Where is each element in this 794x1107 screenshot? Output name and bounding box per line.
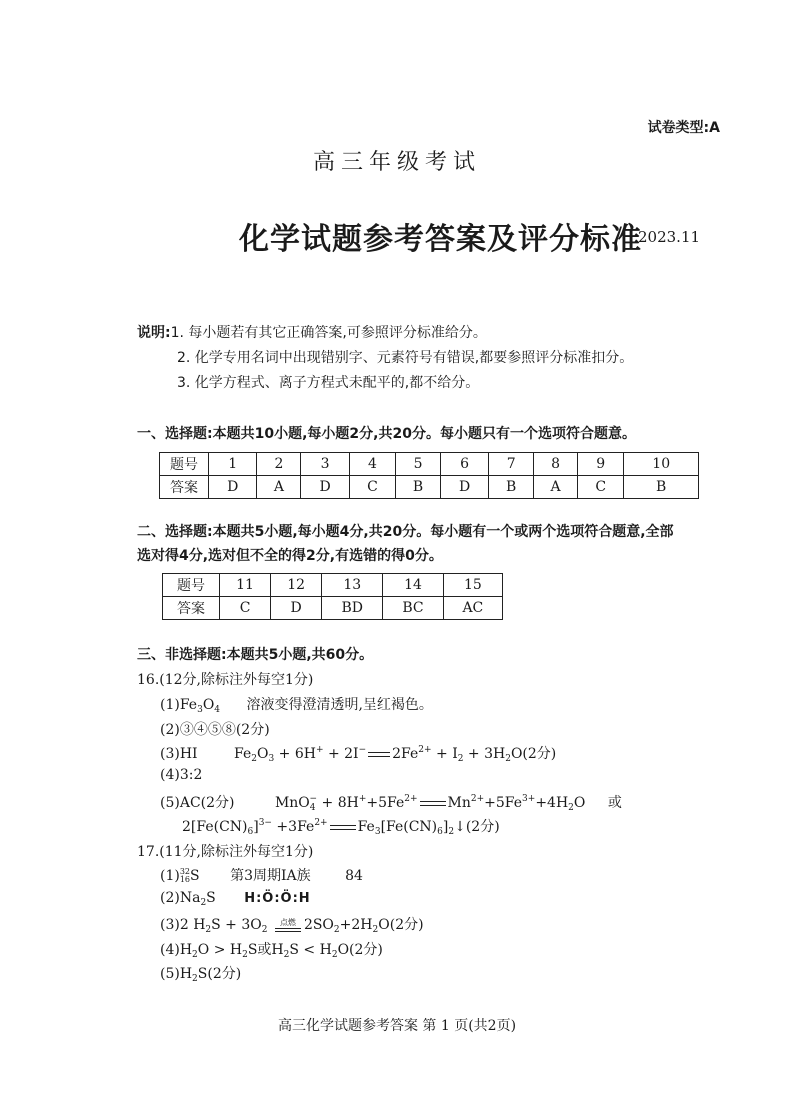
table-cell: 14 xyxy=(383,574,443,597)
table-cell: D xyxy=(440,476,488,499)
notes-item-1 xyxy=(137,322,487,342)
q17-p3-reaction-condition: 点燃 xyxy=(275,918,301,932)
notes-item-2: 2. 化学专用名词中出现错别字、元素符号有错误,都要参照评分标准扣分。 xyxy=(177,350,634,366)
section2-heading-line2: 选对得4分,选对但不全的得2分,有选错的得0分。 xyxy=(137,548,443,564)
table-cell: 15 xyxy=(443,574,502,597)
table-cell: 8 xyxy=(534,453,578,476)
table-cell: D xyxy=(301,476,349,499)
grade-exam-heading: 高三年级考试 xyxy=(312,150,481,175)
q16-part1 xyxy=(160,694,433,715)
table-cell: C xyxy=(220,597,271,620)
table-cell: 4 xyxy=(349,453,395,476)
paper-type: 试卷类型:A xyxy=(647,120,720,136)
table-cell: 10 xyxy=(624,453,699,476)
table-cell: 11 xyxy=(220,574,271,597)
q16-heading: 16.(12分,除标注外每空1分) xyxy=(137,672,314,688)
q16-p1-formula: $(1)Fe_3O_4$ xyxy=(160,697,221,715)
table-cell: A xyxy=(534,476,578,499)
table-cell: C xyxy=(349,476,395,499)
table-cell: 6 xyxy=(440,453,488,476)
table-cell: D xyxy=(209,476,257,499)
q17-part1: (1) 32 16 S 第3周期IA族 84 xyxy=(160,867,363,884)
q17-heading: 17.(11分,除标注外每空1分) xyxy=(137,844,314,860)
table-cell: B xyxy=(396,476,441,499)
q16-part3: (3)HI $Fe_2O_3 + 6H^+ + 2I^-$ $2Fe^{2+} + I_2 + 3H_2O(2$分) xyxy=(160,745,557,764)
table-row xyxy=(160,453,699,476)
table-cell-label: 题号 xyxy=(160,453,209,476)
section1-answer-table xyxy=(159,452,699,499)
table-cell-label: 答案 xyxy=(160,476,209,499)
section2-heading-line1: 二、选择题:本题共5小题,每小题4分,共20分。每小题有一个或两个选项符合题意,全部 xyxy=(137,524,674,540)
table-cell: 3 xyxy=(301,453,349,476)
table-cell: 1 xyxy=(209,453,257,476)
q16-p3-equation: $Fe_2O_3 + 6H^+ + 2I^-$ $2Fe^{2+} + I_2 + 3H_2O(2$分) xyxy=(234,745,557,764)
q17-part4: $(4)H_2O > H_2S$或$H_2S < H_2O(2$分) xyxy=(160,942,383,960)
table-cell-label: 题号 xyxy=(163,574,220,597)
page-title: 化学试题参考答案及评分标准 xyxy=(239,222,642,257)
table-cell: D xyxy=(271,597,322,620)
q16-p5-equation: $MnO_4^- + 8H^++5Fe^{2+}$ $Mn^{2+}+5Fe^{3+}+4H_2O$ xyxy=(274,794,586,813)
page-footer: 高三化学试题参考答案 第 1 页(共2页) xyxy=(277,1018,517,1034)
q17-part5: $(5)H_2S(2$分) xyxy=(160,966,242,984)
table-cell: 7 xyxy=(489,453,534,476)
q17-part2: $(2)Na_2S$ H:Ö:Ö:H xyxy=(160,890,311,908)
notes-text-1: 1. 每小题若有其它正确答案,可参照评分标准给分。 xyxy=(170,325,487,341)
section1-heading: 一、选择题:本题共10小题,每小题2分,共20分。每小题只有一个选项符合题意。 xyxy=(137,426,636,442)
table-cell: AC xyxy=(443,597,502,620)
q16-p1-text: 溶液变得澄清透明,呈红褐色。 xyxy=(246,697,433,713)
section2-answer-table xyxy=(162,573,503,620)
notes-item-3: 3. 化学方程式、离子方程式未配平的,都不给分。 xyxy=(177,375,480,391)
table-cell: A xyxy=(257,476,301,499)
table-cell: 13 xyxy=(322,574,383,597)
q17-part3: (3)2 $H_2S + 3O_2$ 点燃 $2SO_2+2H_2O(2$分) xyxy=(160,917,424,935)
notes-lead: 说明: xyxy=(137,325,171,341)
table-cell: 5 xyxy=(396,453,441,476)
q16-part4: (4)3:2 xyxy=(160,767,203,783)
table-row xyxy=(163,574,503,597)
table-cell: C xyxy=(578,476,624,499)
table-cell: 12 xyxy=(271,574,322,597)
table-row xyxy=(160,476,699,499)
q16-part5: (5)AC(2分) $MnO_4^- + 8H^++5Fe^{2+}$ $Mn^{2+}+5Fe^{3+}+4H_2O$ 或 xyxy=(160,794,622,813)
q16-part2: (2)③④⑤⑧(2分) xyxy=(160,722,270,738)
table-cell: 9 xyxy=(578,453,624,476)
table-cell: BD xyxy=(322,597,383,620)
q17-p1-isotope-numbers: 32 16 xyxy=(179,867,191,884)
section3-heading: 三、非选择题:本题共5小题,共60分。 xyxy=(137,647,374,663)
table-cell: B xyxy=(624,476,699,499)
q16-part5-alt-equation: $2[Fe(CN)_6]^{3-} +3Fe^{2+}$ $Fe_3[Fe(CN)_6]_2↓(2$分) xyxy=(182,818,500,837)
table-row xyxy=(163,597,503,620)
exam-date: 2023.11 xyxy=(638,228,701,246)
q17-p2-lewis-structure: H:Ö:Ö:H xyxy=(244,891,311,906)
table-cell-label: 答案 xyxy=(163,597,220,620)
table-cell: B xyxy=(489,476,534,499)
table-cell: 2 xyxy=(257,453,301,476)
table-cell: BC xyxy=(383,597,443,620)
